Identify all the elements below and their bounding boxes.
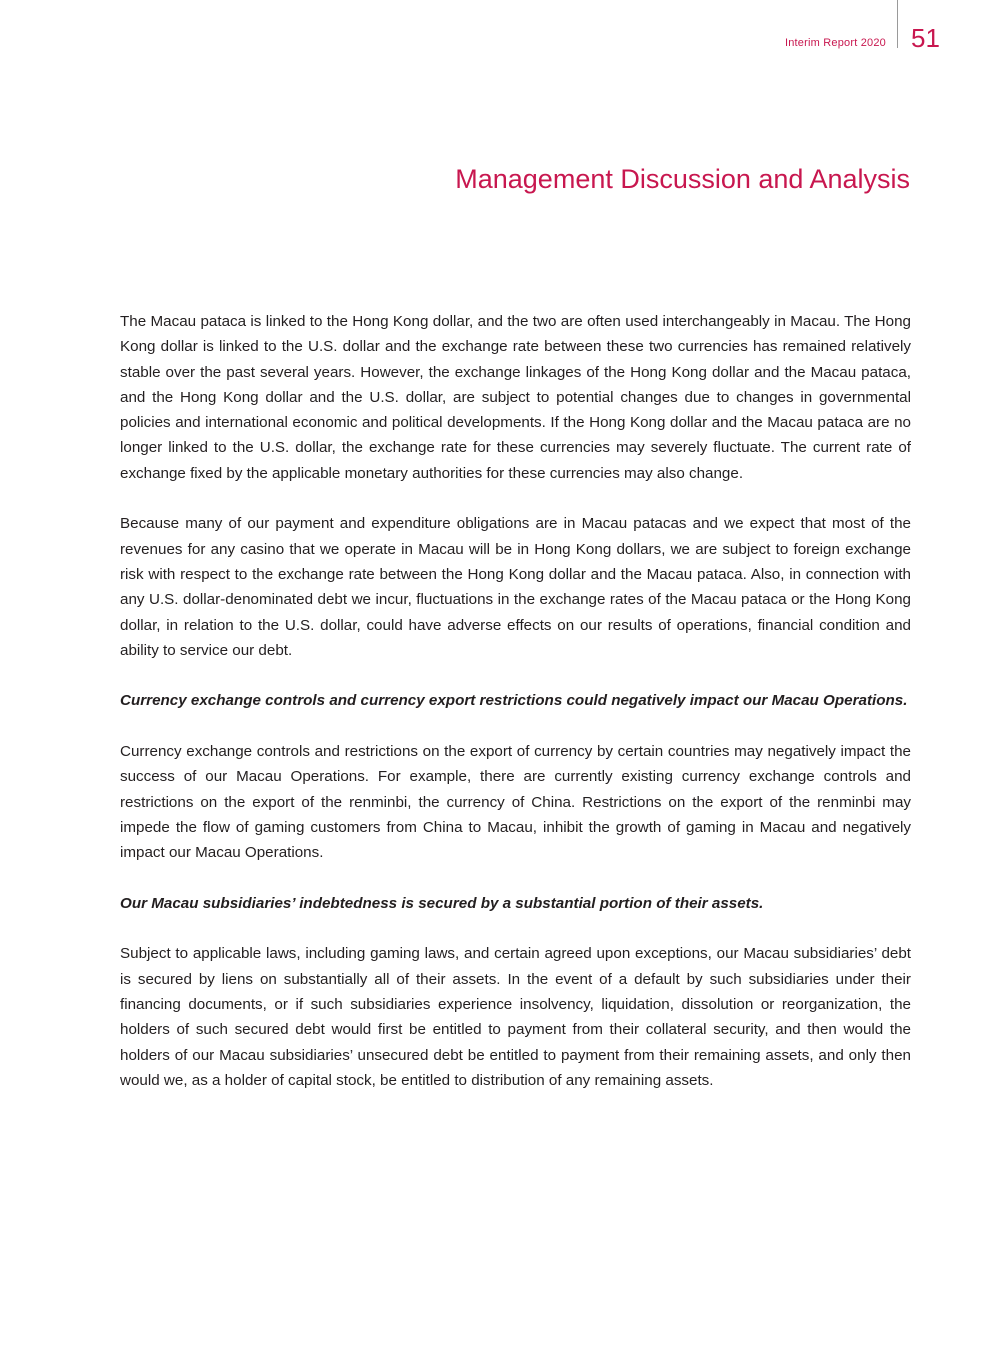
page-header [0, 0, 1006, 60]
header-divider [897, 0, 898, 48]
paragraph-foreign-exchange-risk: Because many of our payment and expenditure obligations are in Macau patacas and we expect that most of the revenues for any casino that we operate in Macau will be in Hong Kong dollars, we are subject to foreign exchange risk with respect to the exchange rate between the Hong Kong dollar and the Macau pataca. Also, in connection with any U.S. dollar-denominated debt we incur, fluctuations in the exchange rates of the Macau pataca or the Hong Kong dollar, in relation to the U.S. dollar, could have adverse effects on our results of operations, financial condition and ability to service our debt. [120, 515, 911, 659]
section-title: Management Discussion and Analysis [455, 164, 910, 194]
risk-heading-indebtedness: Our Macau subsidiaries’ indebtedness is secured by a substantial portion of their assets. [120, 894, 764, 912]
body-text [120, 309, 911, 1119]
paragraph-exchange-controls: Currency exchange controls and restrictions on the export of currency by certain countries may negatively impact the success of our Macau Operations. For example, there are currently existing currency exchange controls and restrictions on the export of the renminbi, the currency of China. Restrictions on the export of the renminbi may impede the flow of gaming customers from China to Macau, inhibit the growth of gaming in Macau and negatively impact our Macau Operations. [120, 743, 911, 862]
paragraph-pataca-linkage: The Macau pataca is linked to the Hong Kong dollar, and the two are often used interchangeably in Macau. The Hong Kong dollar is linked to the U.S. dollar and the exchange rate between these two currencies has remained relatively stable over the past several years. However, the exchange linkages of the Hong Kong dollar and the Macau pataca, and the Hong Kong dollar and the U.S. dollar, are subject to potential changes due to changes in governmental policies and international economic and political developments. If the Hong Kong dollar and the Macau pataca are no longer linked to the U.S. dollar, the exchange rate for these currencies may severely fluctuate. The current rate of exchange fixed by the applicable monetary authorities for these currencies may also change. [120, 313, 911, 482]
page-number: 51 [911, 23, 940, 53]
risk-heading-exchange-controls: Currency exchange controls and currency export restrictions could negatively impact our Macau Operations. [120, 692, 908, 710]
report-label: Interim Report 2020 [784, 37, 886, 49]
paragraph-indebtedness: Subject to applicable laws, including gaming laws, and certain agreed upon exceptions, our Macau subsidiaries’ debt is secured by liens on substantially all of their assets. In the event of a default by such subsidiaries under their financing documents, or if such subsidiaries experience insolvency, liquidation, dissolution or reorganization, the holders of such secured debt would first be entitled to payment from their collateral security, and then would the holders of our Macau subsidiaries’ unsecured debt be entitled to payment from their remaining assets, and only then would we, as a holder of capital stock, be entitled to distribution of any remaining assets. [120, 945, 911, 1089]
